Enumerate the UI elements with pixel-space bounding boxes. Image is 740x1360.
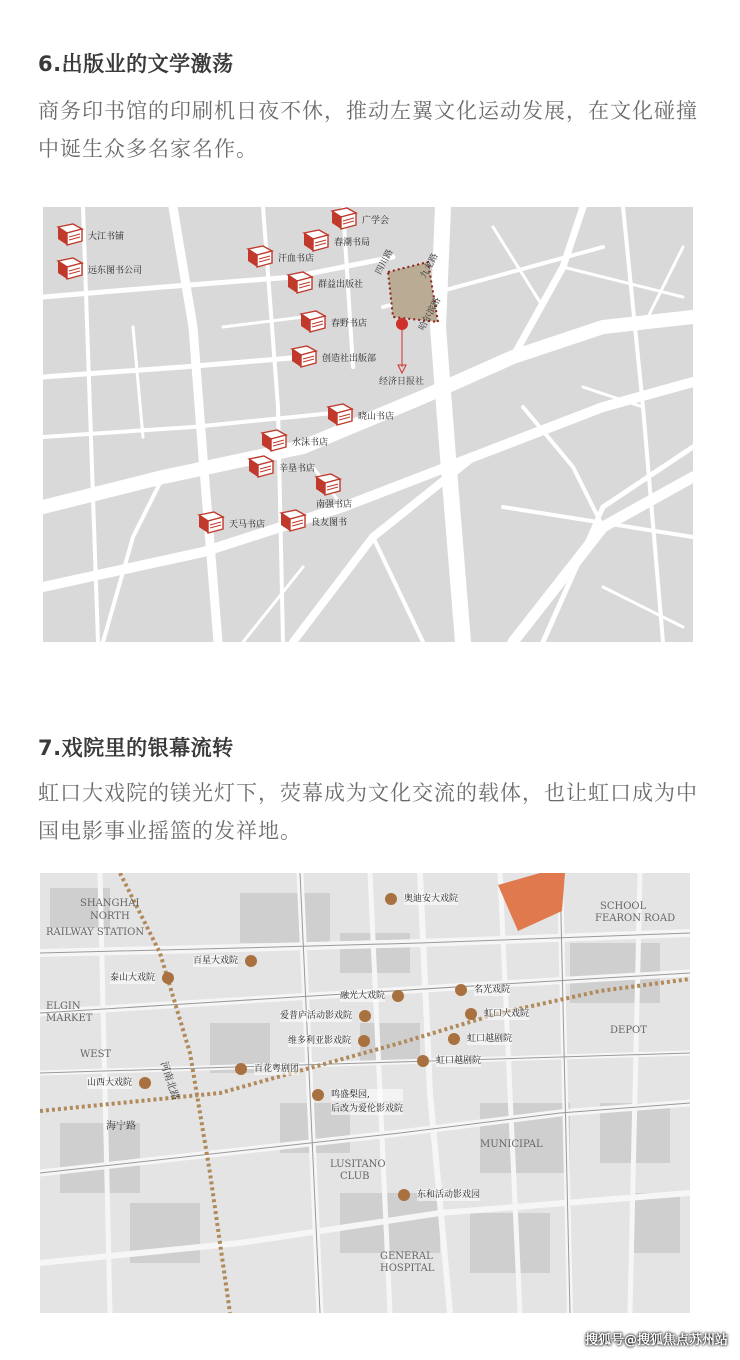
bookshop-marker: [329, 207, 389, 231]
bookshop-marker: [325, 403, 394, 427]
bookshop-label: 群益出版社: [318, 279, 364, 290]
bookshop-marker: [55, 223, 124, 247]
theater-dot: [139, 1077, 151, 1089]
theater-marker: [193, 955, 257, 967]
theater-dot: [162, 972, 174, 984]
theater-dot: [392, 990, 404, 1002]
section-2-title: 7.戏院里的银幕流转: [38, 736, 234, 760]
watermark: 搜狐号@搜狐焦点苏州站: [584, 1333, 728, 1348]
map-print-lusitano: LUSITANO: [330, 1159, 386, 1170]
theater-marker: [398, 1189, 480, 1201]
theater-marker: [280, 1010, 371, 1022]
book-icon: [245, 245, 275, 269]
theater-dot: [448, 1033, 460, 1045]
theater-dot: [417, 1055, 429, 1067]
theater-label: 爱普庐活动影戏院: [280, 1011, 353, 1021]
bookshop-marker: [289, 345, 376, 369]
theater-label: 东和活动影戏园: [417, 1190, 481, 1200]
map-print-depot: DEPOT: [610, 1025, 647, 1036]
road-label-haining: 海宁路: [106, 1121, 136, 1132]
theater-label: 奥迪安大戏院: [404, 894, 459, 904]
theater-map: [40, 873, 690, 1313]
theater-dot: [385, 893, 397, 905]
book-icon: [289, 345, 319, 369]
bookshop-label: 春野书店: [331, 318, 368, 329]
map-print-hospital: HOSPITAL: [380, 1263, 435, 1274]
theater-marker: [417, 1055, 481, 1067]
map-print-railway-station: RAILWAY STATION: [46, 927, 145, 938]
book-icon: [329, 207, 359, 231]
bookshop-marker: [285, 271, 363, 295]
theater-label: 维多利亚影戏院: [288, 1036, 352, 1046]
theater-marker: [110, 972, 174, 984]
theater-marker: [385, 893, 458, 905]
section-2-description: 虹口大戏院的镁光灯下，荧幕成为文化交流的载体，也让虹口成为中国电影事业摇篮的发祥地。: [38, 781, 698, 843]
theater-dot: [358, 1035, 370, 1047]
theater-dot: [465, 1008, 477, 1020]
book-icon: [196, 511, 226, 535]
book-icon: [325, 403, 355, 427]
site-label: 经济日报社: [379, 377, 425, 387]
bookshop-label: 水沫书店: [292, 437, 329, 448]
section-1-description: 商务印书馆的印刷机日夜不休，推动左翼文化运动发展，在文化碰撞中诞生众多名家名作。: [38, 99, 698, 161]
bookshop-label: 春潮书局: [334, 237, 371, 248]
theater-label: 虹口越剧院: [467, 1034, 513, 1044]
section-1-title: 6.出版业的文学激荡: [38, 52, 234, 76]
map-print-market: MARKET: [46, 1013, 93, 1024]
map-print-shanghai: SHANGHAI: [80, 898, 140, 909]
bookshop-label: 远东图书公司: [88, 265, 143, 276]
theater-dot: [235, 1063, 247, 1075]
bookshop-label: 大江书铺: [88, 231, 125, 242]
map-print-elgin: ELGIN: [46, 1001, 81, 1012]
theater-label: 虹口大戏院: [484, 1009, 530, 1019]
theater-label: 百花粤剧团: [254, 1064, 300, 1074]
bookshop-marker: [55, 257, 142, 281]
road-label-jiulong: 九龙路: [419, 251, 441, 281]
bookshop-marker: [245, 245, 314, 269]
theater-dot: [455, 984, 467, 996]
theater-marker: [455, 984, 510, 996]
theater-label: 百星大戏院: [193, 956, 239, 966]
bookshop-label: 广学会: [362, 215, 390, 226]
bookshop-label: 天马书店: [229, 519, 266, 530]
road-label-sichuan: 四川路: [374, 247, 396, 277]
bookshop-label: 辛垦书店: [279, 463, 316, 474]
theater-dot: [312, 1089, 324, 1101]
theater-label: 名光戏院: [474, 985, 511, 995]
theater-dot: [359, 1010, 371, 1022]
theater-marker: [235, 1063, 299, 1075]
book-icon: [55, 223, 85, 247]
map-print-fearon-road: FEARON ROAD: [595, 913, 676, 924]
book-icon: [298, 310, 328, 334]
theater-marker: [340, 990, 404, 1002]
book-icon: [285, 271, 315, 295]
bookshop-marker: [298, 310, 367, 334]
road-label-henan-north: 河南北路: [157, 1060, 181, 1102]
map-print-school: SCHOOL: [600, 901, 647, 912]
bookshop-map: [43, 207, 693, 642]
bookshop-marker: [246, 455, 315, 479]
theater-label: 山西大戏院: [87, 1078, 133, 1088]
bookshop-marker: [313, 473, 352, 510]
book-icon: [246, 455, 276, 479]
theater-dot: [245, 955, 257, 967]
map-print-general: GENERAL: [380, 1251, 433, 1262]
book-icon: [259, 429, 289, 453]
bookshop-label: 创造社出版部: [322, 353, 377, 364]
bookshop-marker: [196, 511, 265, 535]
map-print-club: CLUB: [340, 1171, 370, 1182]
theater-marker: [448, 1033, 512, 1045]
theater-label: 虹口越剧院: [436, 1056, 482, 1066]
book-icon: [313, 473, 343, 497]
bookshop-label: 良友图书: [311, 517, 348, 528]
theater-label-note: 后改为爱伦影戏院: [331, 1104, 404, 1114]
bookshop-label: 汗血书店: [278, 253, 315, 264]
theater-marker: [87, 1077, 151, 1089]
theater-dot: [398, 1189, 410, 1201]
theater-label-group: [331, 1089, 403, 1115]
book-icon: [278, 509, 308, 533]
theater-marker: [288, 1035, 370, 1047]
bookshop-label: 南强书店: [316, 500, 353, 510]
theater-marker: [312, 1089, 403, 1115]
road-label-harbin: 哈尔滨路: [417, 295, 444, 333]
map-print-north: NORTH: [90, 911, 130, 922]
map-print-municipal: MUNICIPAL: [480, 1139, 543, 1150]
bookshop-marker: [259, 429, 328, 453]
bookshop-label: 晓山书店: [358, 411, 395, 422]
theater-marker: [465, 1008, 529, 1020]
theater-label: 泰山大戏院: [110, 973, 156, 983]
bookshop-marker: [278, 509, 347, 533]
map-print-west: WEST: [80, 1049, 112, 1060]
theater-label: 融光大戏院: [340, 991, 386, 1001]
theater-label: 鸣盛梨园,: [331, 1089, 403, 1101]
book-icon: [55, 257, 85, 281]
